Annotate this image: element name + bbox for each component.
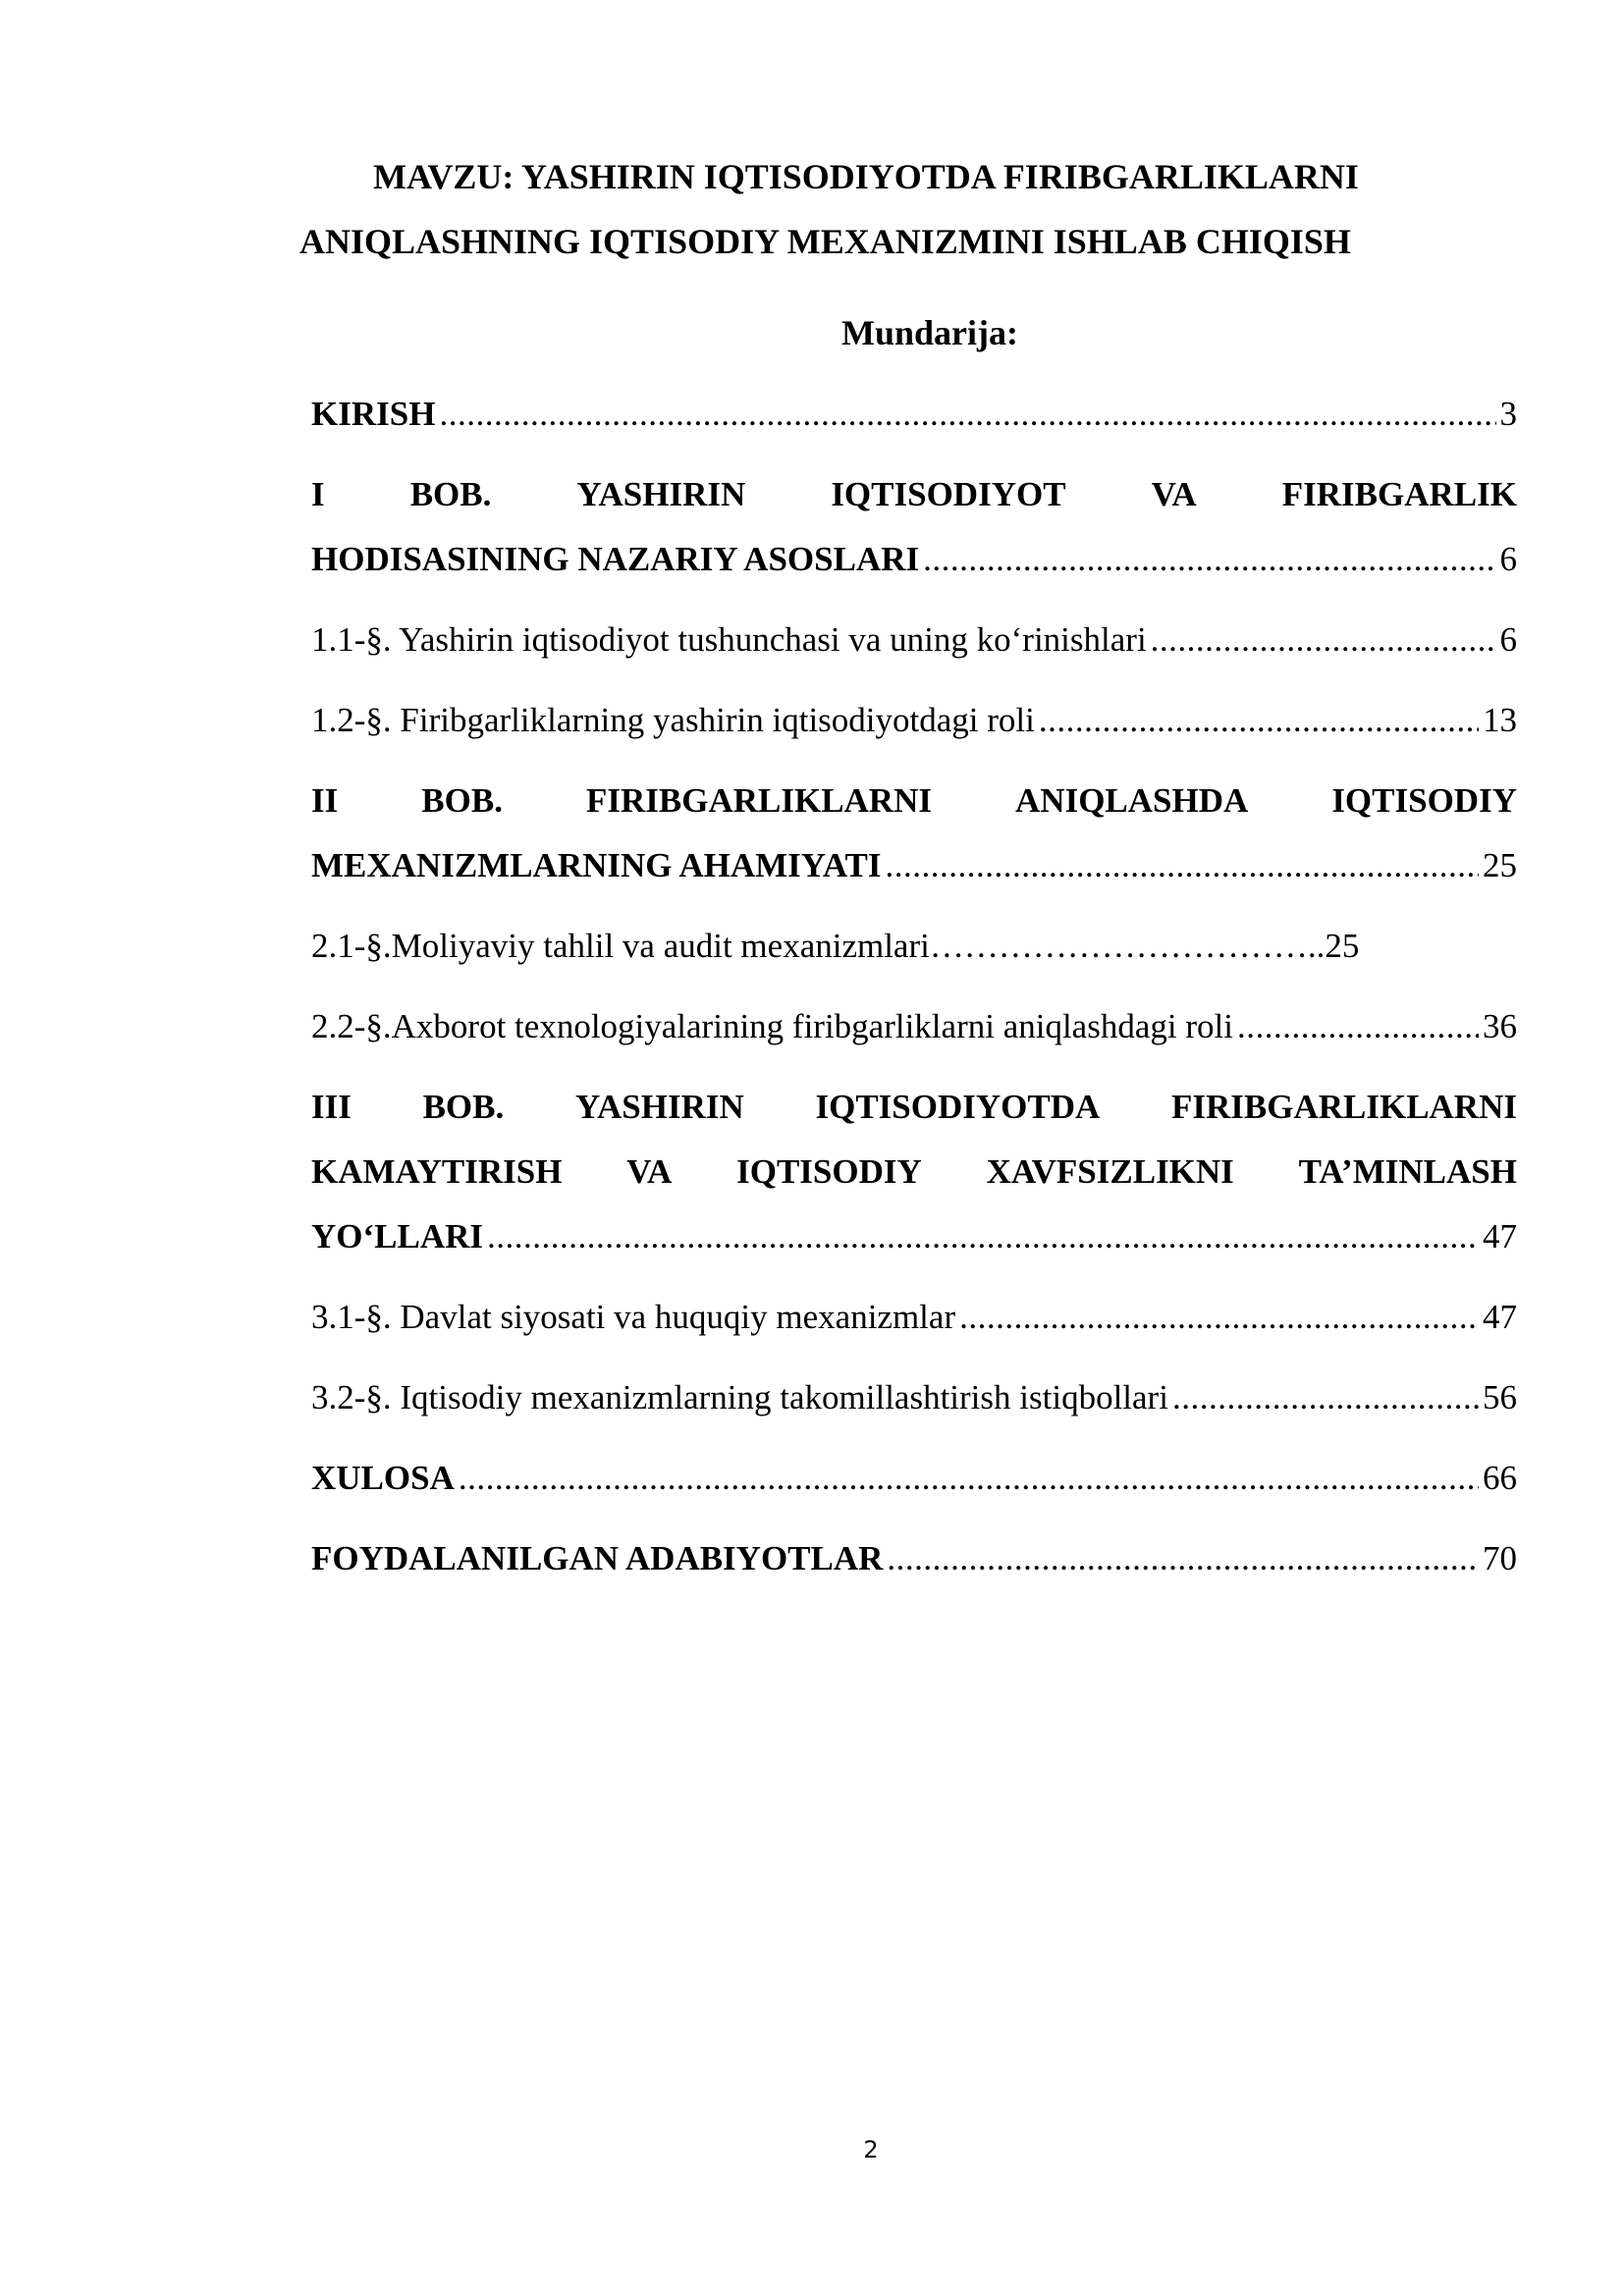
toc-word: II bbox=[311, 781, 339, 820]
toc-entry-label: 2.2-§.Axborot texnologiyalarining firibgarliklarni aniqlashdagi roli bbox=[311, 1007, 1233, 1045]
dot-leader bbox=[1237, 1007, 1479, 1046]
toc-entry-bob3-line3 bbox=[311, 1217, 1517, 1256]
toc-word: YASHIRIN bbox=[574, 1088, 744, 1126]
toc-entry-3-2 bbox=[311, 1378, 1517, 1417]
toc-entry-label: KIRISH bbox=[311, 395, 436, 433]
document-title-line-1: MAVZU: YASHIRIN IQTISODIYOTDA FIRIBGARLIKLARNI bbox=[373, 157, 1359, 196]
toc-entry-page: 47 bbox=[1483, 1217, 1517, 1255]
toc-entry-2-2 bbox=[311, 1007, 1517, 1046]
toc-entry-page: 13 bbox=[1483, 701, 1517, 739]
toc-entry-page: 66 bbox=[1483, 1459, 1517, 1497]
toc-entry-bob3-line2 bbox=[311, 1152, 1517, 1192]
toc-entry-page: 25 bbox=[1483, 846, 1517, 884]
toc-entry-2-1 bbox=[311, 927, 1517, 966]
toc-entry-label: 2.1-§.Moliyaviy tahlil va audit mexanizmlari……………………………..25 bbox=[311, 927, 1360, 965]
toc-entry-1-1 bbox=[311, 620, 1517, 660]
toc-word: III bbox=[311, 1088, 352, 1126]
toc-entry-label: XULOSA bbox=[311, 1459, 455, 1497]
toc-entry-bob1-line1 bbox=[311, 475, 1517, 514]
toc-entry-label: 3.1-§. Davlat siyosati va huquqiy mexanizmlar bbox=[311, 1298, 956, 1336]
toc-entry-page: 6 bbox=[1499, 540, 1517, 578]
toc-entry-bob2-line2 bbox=[311, 846, 1517, 885]
toc-word: IQTISODIY bbox=[736, 1152, 922, 1191]
toc-entry-label: 1.1-§. Yashirin iqtisodiyot tushunchasi va uning ko‘rinishlari bbox=[311, 620, 1147, 659]
toc-entry-label: HODISASINING NAZARIY ASOSLARI bbox=[311, 540, 920, 578]
toc-entry-3-1 bbox=[311, 1298, 1517, 1337]
toc-word: FIRIBGARLIKLARNI bbox=[1170, 1088, 1517, 1126]
toc-entry-label: FOYDALANILGAN ADABIYOTLAR bbox=[311, 1539, 884, 1577]
toc-entry-page: 6 bbox=[1499, 620, 1517, 659]
toc-entry-label: MEXANIZMLARNING AHAMIYATI bbox=[311, 846, 882, 884]
toc-word: IQTISODIY bbox=[1331, 781, 1517, 820]
dot-leader bbox=[923, 540, 1495, 579]
toc-entry-page: 36 bbox=[1483, 1007, 1517, 1045]
document-title-line-2: ANIQLASHNING IQTISODIY MEXANIZMINI ISHLAB CHIQISH bbox=[299, 222, 1351, 261]
toc-entry-1-2 bbox=[311, 701, 1517, 740]
toc-word: BOB. bbox=[421, 781, 503, 820]
dot-leader bbox=[487, 1217, 1479, 1256]
toc-word: TA’MINLASH bbox=[1298, 1152, 1517, 1191]
dot-leader bbox=[459, 1459, 1479, 1498]
toc-word: YASHIRIN bbox=[576, 475, 746, 513]
toc-word: FIRIBGARLIK bbox=[1281, 475, 1517, 513]
toc-entry-page: 56 bbox=[1483, 1378, 1517, 1416]
toc-entry-label: 1.2-§. Firibgarliklarning yashirin iqtisodiyotdagi roli bbox=[311, 701, 1035, 739]
toc-entry-bob2-line1 bbox=[311, 781, 1517, 821]
toc-entry-adabiyotlar bbox=[311, 1539, 1517, 1578]
dot-leader bbox=[959, 1298, 1479, 1337]
toc-entry-bob3-line1 bbox=[311, 1088, 1517, 1127]
toc-entry-page: 3 bbox=[1499, 395, 1517, 433]
dot-leader bbox=[885, 846, 1479, 885]
dot-leader bbox=[1151, 620, 1496, 660]
toc-word: XAVFSIZLIKNI bbox=[986, 1152, 1234, 1191]
toc-word: I bbox=[311, 475, 325, 513]
toc-word: IQTISODIYOT bbox=[831, 475, 1066, 513]
toc-word: VA bbox=[626, 1152, 673, 1191]
dot-leader bbox=[1039, 701, 1479, 740]
toc-entry-bob1-line2 bbox=[311, 540, 1517, 579]
toc-entry-label: YO‘LLARI bbox=[311, 1217, 484, 1255]
page-number: 2 bbox=[863, 2136, 879, 2163]
toc-word: IQTISODIYOTDA bbox=[815, 1088, 1101, 1126]
toc-word: FIRIBGARLIKLARNI bbox=[585, 781, 932, 820]
toc-entry-page: 47 bbox=[1483, 1298, 1517, 1336]
toc-word: BOB. bbox=[422, 1088, 505, 1126]
toc-word: BOB. bbox=[409, 475, 492, 513]
toc-heading: Mundarija: bbox=[841, 313, 1018, 352]
dot-leader bbox=[439, 395, 1495, 434]
dot-leader bbox=[887, 1539, 1479, 1578]
toc-entry-page: 70 bbox=[1483, 1539, 1517, 1577]
toc-word: ANIQLASHDA bbox=[1015, 781, 1249, 820]
toc-word: KAMAYTIRISH bbox=[311, 1152, 563, 1191]
toc-entry-kirish bbox=[311, 395, 1517, 434]
toc-entry-xulosa bbox=[311, 1459, 1517, 1498]
toc-word: VA bbox=[1151, 475, 1197, 513]
dot-leader bbox=[1172, 1378, 1479, 1417]
toc-entry-label: 3.2-§. Iqtisodiy mexanizmlarning takomillashtirish istiqbollari bbox=[311, 1378, 1168, 1416]
